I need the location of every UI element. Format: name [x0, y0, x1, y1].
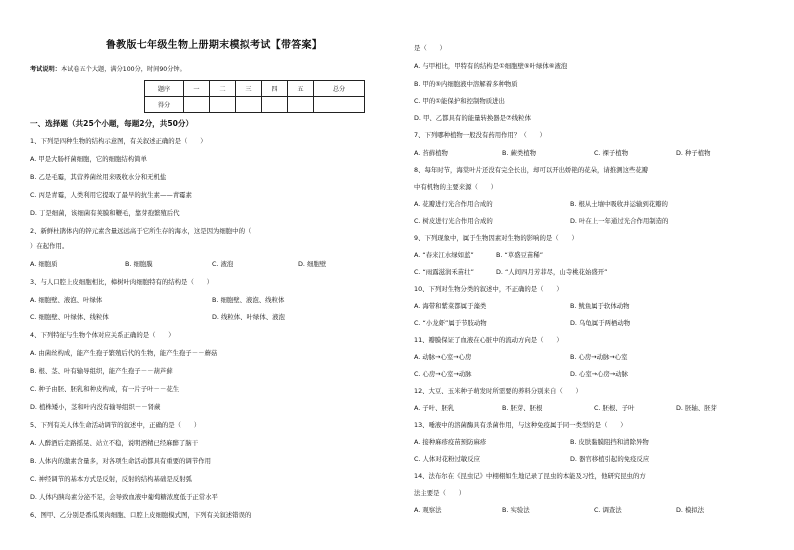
question-line: 4、下列特征与生物个体对应关系正确的是（ ）	[30, 331, 175, 339]
score-value-row	[145, 97, 365, 113]
score-cell[interactable]	[210, 97, 236, 113]
score-header-cell: 五	[288, 81, 314, 97]
question-line: 法主要是（ ）	[414, 489, 466, 497]
option: B. 细胞膜	[125, 260, 153, 268]
question-line: 5、下列有关人体生命活动调节的叙述中，正确的是（ ）	[30, 421, 201, 429]
exam-title: 鲁教版七年级生物上册期末模拟考试【带答案】	[105, 40, 323, 51]
option: D. 模拟法	[676, 506, 705, 514]
question-line: C. 甲的①能保护和控制物质进出	[414, 97, 505, 105]
question-line: ）在起作用。	[30, 242, 69, 250]
section-title: 一、选择题（共25个小题，每题2分，共50分）	[30, 119, 194, 128]
score-header-cell: 题序	[145, 81, 184, 97]
option: C. “小龙虾”属于节肢动物	[414, 319, 487, 327]
instructions-text: 本试卷五个大题，满分100分，时间90分钟。	[60, 66, 186, 73]
option: C. 树皮进行光合作用合成的	[414, 217, 493, 225]
option: D. 线粒体、叶绿体、液泡	[212, 313, 285, 321]
question-line: 3、与人口腔上皮细胞相比，樟树叶肉细胞特有的结构是（ ）	[30, 278, 214, 286]
option: A. “春来江水绿如蓝”	[414, 251, 474, 259]
question-line: D. 植株矮小，茎和叶内没有输导组织－－肾蕨	[30, 403, 161, 411]
question-line: B. 根、茎、叶有输导组织，能产生孢子－－葫芦藓	[30, 367, 173, 375]
option: A. 观察法	[414, 506, 442, 514]
score-cell[interactable]	[288, 97, 314, 113]
option: D. 胚轴、胚芽	[676, 404, 717, 412]
option: C. 人体对花粉过敏反应	[414, 455, 481, 463]
option: A. 海带和紫菜都属于藻类	[414, 302, 487, 310]
option: B. 细胞壁、液泡、线粒体	[212, 296, 285, 304]
question-line: C. 丙是青霉，人类利用它提取了最早的抗生素——青霉素	[30, 191, 192, 199]
question-line: A. 甲是大肠杆菌细胞，它的细胞结构简单	[30, 155, 147, 163]
question-line: 13、唾液中的溶菌酶具有杀菌作用，与这种免疫属于同一类型的是（ ）	[414, 421, 627, 429]
question-line: 中有机物的主要来源（ ）	[414, 183, 498, 191]
option: B. 鱿鱼属于软体动物	[570, 302, 630, 310]
option: B. 实验法	[502, 506, 530, 514]
question-line: 10、下列对生物分类的叙述中，不正确的是（ ）	[414, 285, 563, 293]
option: A. 细胞质	[30, 260, 58, 268]
score-header-cell: 二	[210, 81, 236, 97]
question-line: 7、下列哪种植物一般没有药用作用？（ ）	[414, 131, 546, 139]
question-line: 11、瓣膜保证了血液在心脏中的流动方向是（ ）	[414, 336, 563, 344]
question-line: B. 人体内的激素含量多，对各项生命活动都具有重要的调节作用	[30, 457, 211, 465]
instructions-label: 考试说明：	[30, 66, 61, 73]
option: A. 花瓣进行光合作用合成的	[414, 200, 493, 208]
question-line: D. 丁是细菌，该细菌有荚膜和鞭毛，靠芽孢繁殖后代	[30, 209, 180, 217]
option: A. 接种麻疹疫苗预防麻疹	[414, 438, 487, 446]
option: B. “草盛豆苗稀”	[496, 251, 544, 259]
option: D. 器官移植引起的免疫反应	[570, 455, 650, 463]
option: A. 子叶、胚乳	[414, 404, 455, 412]
option: D. 心室→心房→动脉	[570, 370, 629, 378]
question-line: 是（ ）	[414, 44, 446, 52]
question-line: 9、下列现象中，属于生物因素对生物的影响的是（ ）	[414, 234, 578, 242]
question-line: A. 人醉酒后走路摇晃、站立不稳，说明酒精已经麻醉了脑干	[30, 439, 199, 447]
option: C. 心房→心室→动脉	[414, 370, 472, 378]
score-header-cell: 三	[236, 81, 262, 97]
option: B. 根从土壤中吸收并运输到花瓣的	[570, 200, 668, 208]
score-cell[interactable]	[262, 97, 288, 113]
option: D. 乌龟属于两栖动物	[570, 319, 631, 327]
option: A. 苔藓植物	[414, 149, 448, 157]
question-line: C. 神经调节的基本方式是反射，反射的结构基础是反射弧	[30, 475, 192, 483]
option: D. “人间四月芳菲尽，山寺桃花始盛开”	[496, 268, 608, 276]
option: B. 胚芽、胚根	[502, 404, 543, 412]
question-line: 8、每年时节，海棠叶片还没有完全长出，却可以开出娇艳的花朵，请推测这些花瓣	[414, 166, 649, 174]
score-header-cell: 总分	[314, 81, 365, 97]
option: A. 动脉→心室→心房	[414, 353, 472, 361]
question-line: 14、法布尔在《昆虫记》中栩栩如生地记录了昆虫的本能及习性，他研究昆虫的方	[414, 472, 646, 480]
question-line: 6、图甲、乙分别是番瓜果肉细胞、口腔上皮细胞模式图，下列有关叙述错误的	[30, 511, 252, 519]
option: B. 蕨类植物	[502, 149, 537, 157]
score-cell[interactable]	[184, 97, 210, 113]
question-line: A. 与甲相比，甲特有的结构是①细胞壁⑤叶绿体⑥液泡	[414, 62, 568, 70]
score-header-cell: 四	[262, 81, 288, 97]
option: A. 细胞壁、液泡、叶绿体	[30, 296, 103, 304]
option: B. 皮肤黏膜阻挡和清除异物	[570, 438, 649, 446]
question-line: 2、新鲜杜鹃体内的锌元素含量远远高于它所生存的海水，这是因为细胞中的（	[30, 227, 252, 235]
score-header-row	[145, 81, 365, 97]
option: C. 胚根、子叶	[594, 404, 635, 412]
score-table	[144, 80, 365, 113]
option: C. 裸子植物	[594, 149, 629, 157]
option: D. 叶在上一年通过光合作用制造的	[570, 217, 669, 225]
option: B. 心房→动脉→心室	[570, 353, 628, 361]
question-line: A. 由菌丝构成，能产生孢子繁殖后代的生物，能产生孢子－－蘑菇	[30, 349, 218, 357]
option: C. 调查法	[594, 506, 622, 514]
question-line: B. 甲的⑤内细胞液中溶解着多种物质	[414, 80, 518, 88]
question-line: 1、下列是四种生物的结构示意图，有关叙述正确的是（ ）	[30, 137, 207, 145]
question-line: D. 甲、乙都具有的能量转换器是⑦线粒体	[414, 114, 531, 122]
question-line: D. 人体内胰岛素分泌不足，会导致血液中葡萄糖浓度低于正常水平	[30, 493, 218, 501]
question-line: C. 种子由胚、胚乳和种皮构成，有一片子叶－－花生	[30, 385, 180, 393]
question-line: 12、大豆、玉米种子萌发时所需要的养料分别来自（ ）	[414, 387, 582, 395]
exam-instructions	[30, 64, 186, 73]
question-line: B. 乙是毛霉，其营养菌丝用来吸收水分和无机盐	[30, 173, 167, 181]
score-cell[interactable]	[236, 97, 262, 113]
option: D. 种子植物	[676, 149, 711, 157]
score-row-label: 得分	[145, 97, 184, 113]
score-header-cell: 一	[184, 81, 210, 97]
option: D. 细胞壁	[298, 260, 327, 268]
option: C. “雨露滋润禾苗壮”	[414, 268, 474, 276]
option: C. 液泡	[212, 260, 234, 268]
score-cell[interactable]	[314, 97, 365, 113]
option: C. 细胞壁、叶绿体、线粒体	[30, 313, 109, 321]
